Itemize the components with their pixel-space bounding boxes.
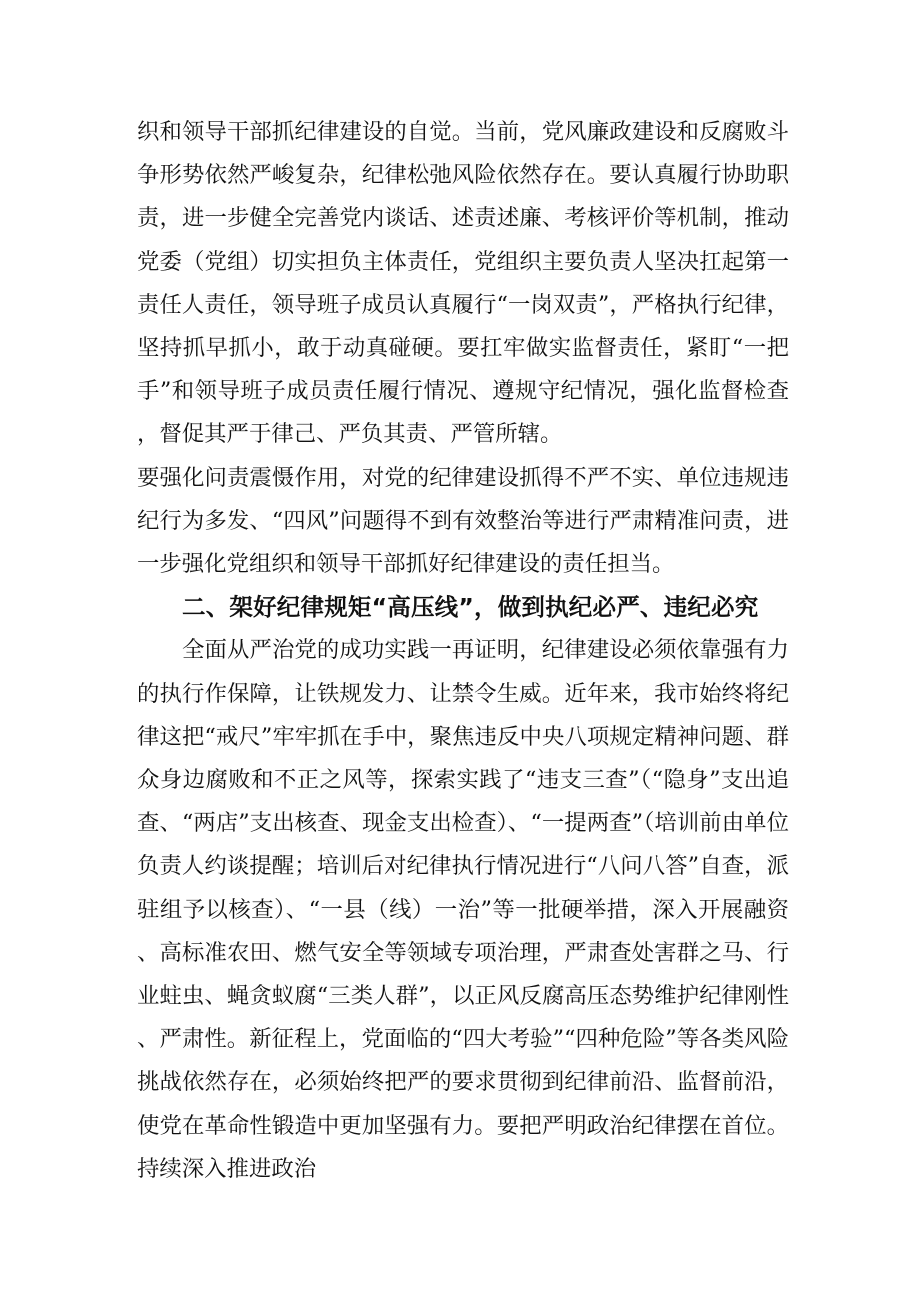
paragraph-continuation: 织和领导干部抓纪律建设的自觉。当前，党风廉政建设和反腐败斗争形势依然严峻复杂，纪律松弛风险依然存在。要认真履行协助职责，进一步健全完善党内谈话、述责述廉、考核评价等机制，推动党委（党组）切实担负主体责任，党组织主要负责人坚决扛起第一责任人责任，领导班子成员认真履行“一岗双责”，严格执行纪律，坚持抓早抓小，敢于动真碰硬。要扛牢做实监督责任，紧盯“一把手”和领导班子成员责任履行情况、遵规守纪情况，强化监督检查，督促其严于律己、严负其责、严管所辖。 xyxy=(137,119,789,448)
paragraph-accountability: 要强化问责震慑作用，对党的纪律建设抓得不严不实、单位违规违纪行为多发、“四风”问题得不到有效整治等进行严肃精准问责，进一步强化党组织和领导干部抓好纪律建设的责任担当。 xyxy=(137,464,789,578)
section-heading-2: 二、架好纪律规矩“高压线”，做到执纪必严、违纪必究 xyxy=(182,593,759,622)
paragraph-discipline-practice: 全面从严治党的成功实践一再证明，纪律建设必须依靠强有力的执行作保障，让铁规发力、让禁令生威。近年来，我市始终将纪律这把“戒尺”牢牢抓在手中，聚焦违反中央八项规定精神问题、群众身边腐败和不正之风等，探索实践了“违支三查”（“隐身”支出追查、“两店”支出核查、现金支出检查）、“一提两查”（培训前由单位负责人约谈提醒；培训后对纪律执行情况进行“八问八答”自查，派驻组予以核查）、“一县（线）一治”等一批硬举措，深入开展融资、高标准农田、燃气安全等领域专项治理，严肃查处害群之马、行业蛀虫、蝇贪蚁腐“三类人群”，以正风反腐高压态势维护纪律刚性、严肃性。新征程上，党面临的“四大考验”“四种危险”等各类风险挑战依然存在，必须始终把严的要求贯彻到纪律前沿、监督前沿，使党在革命性锻造中更加坚强有力。要把严明政治纪律摆在首位。持续深入推进政治 xyxy=(137,637,789,1182)
document-body xyxy=(137,111,789,1191)
